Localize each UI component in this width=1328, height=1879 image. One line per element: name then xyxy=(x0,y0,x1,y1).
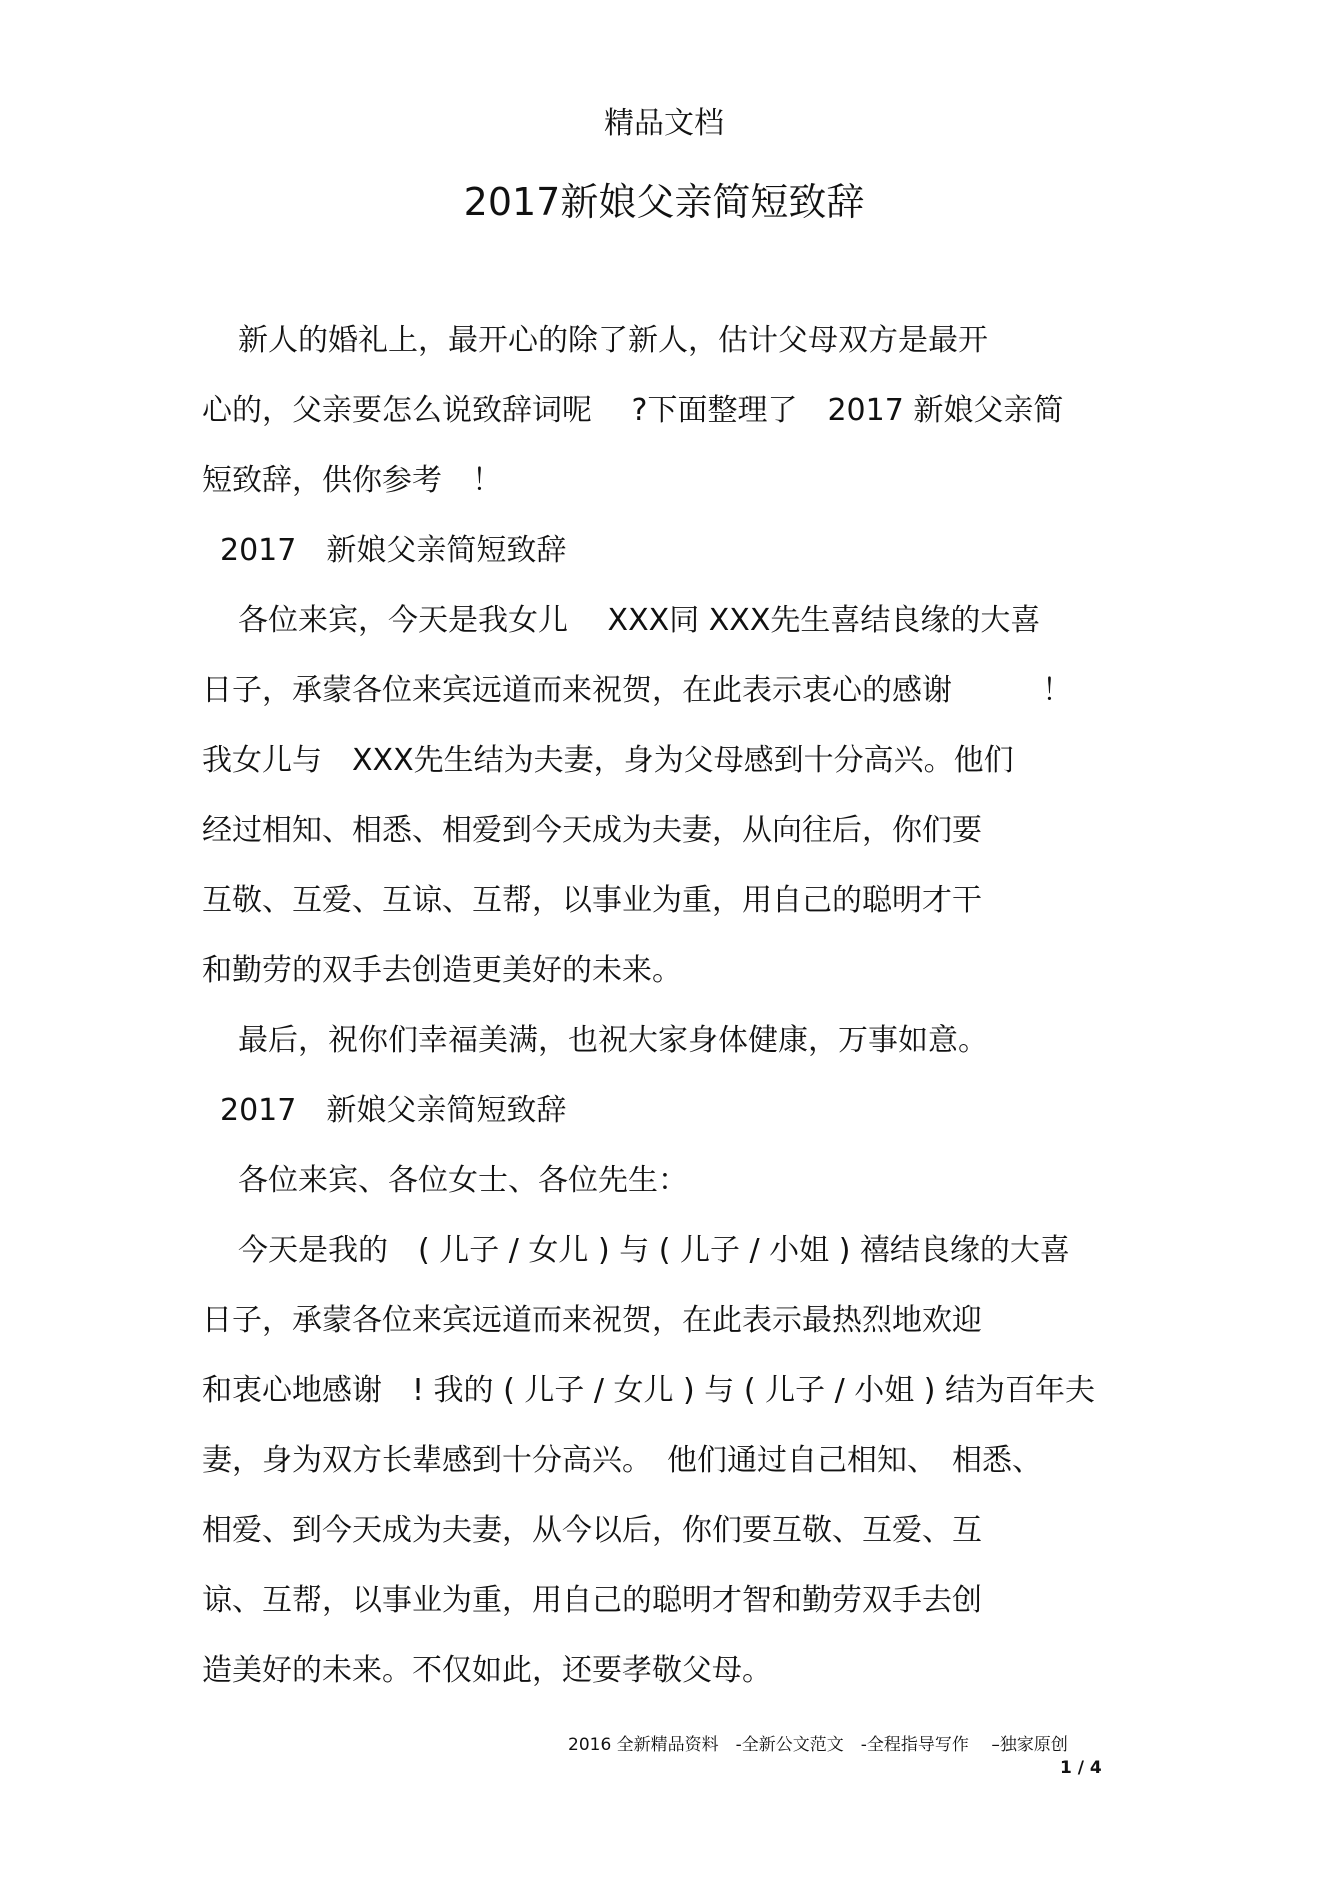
body-line: 相爱、到今天成为夫妻，从今以后，你们要互敬、互爱、互 xyxy=(202,1513,982,1548)
body-line: 新人的婚礼上，最开心的除了新人，估计父母双方是最开 xyxy=(238,323,988,358)
page-number: 1 / 4 xyxy=(1060,1758,1102,1778)
page-footer: 2016 全新精品资料 -全新公文范文 -全程指导写作 –独家原创 xyxy=(568,1735,1068,1755)
body-line: 互敬、互爱、互谅、互帮，以事业为重，用自己的聪明才干 xyxy=(202,883,982,918)
body-line: 各位来宾，今天是我女儿 XXX同 XXX先生喜结良缘的大喜 xyxy=(238,603,1041,638)
document-title: 2017新娘父亲简短致辞 xyxy=(463,180,865,224)
body-line: 今天是我的 ( 儿子 / 女儿 ) 与 ( 儿子 / 小姐 ) 禧结良缘的大喜 xyxy=(238,1233,1070,1268)
section-heading: 2017 新娘父亲简短致辞 xyxy=(220,1093,567,1128)
body-line: 心的，父亲要怎么说致辞词呢 ?下面整理了 2017 新娘父亲简 xyxy=(202,393,1064,428)
document-body xyxy=(202,312,1142,1712)
body-line: 和勤劳的双手去创造更美好的未来。 xyxy=(202,953,682,988)
body-line: 谅、互帮，以事业为重，用自己的聪明才智和勤劳双手去创 xyxy=(202,1583,982,1618)
body-line: 我女儿与 XXX先生结为夫妻，身为父母感到十分高兴。他们 xyxy=(202,743,1014,778)
page-header: 精品文档 xyxy=(604,106,724,141)
body-line: 短致辞，供你参考 ！ xyxy=(202,463,502,498)
body-line: 最后，祝你们幸福美满，也祝大家身体健康，万事如意。 xyxy=(238,1023,988,1058)
body-line: 和衷心地感谢 ! 我的 ( 儿子 / 女儿 ) 与 ( 儿子 / 小姐 ) 结为百年夫 xyxy=(202,1373,1096,1408)
body-line: 经过相知、相悉、相爱到今天成为夫妻，从向往后，你们要 xyxy=(202,813,982,848)
body-line: 各位来宾、各位女士、各位先生： xyxy=(238,1163,688,1198)
body-line: 造美好的未来。不仅如此，还要孝敬父母。 xyxy=(202,1653,772,1688)
body-line: 日子，承蒙各位来宾远道而来祝贺，在此表示最热烈地欢迎 xyxy=(202,1303,982,1338)
body-line: 妻，身为双方长辈感到十分高兴。 他们通过自己相知、 相悉、 xyxy=(202,1443,1042,1478)
section-heading: 2017 新娘父亲简短致辞 xyxy=(220,533,567,568)
body-line: 日子，承蒙各位来宾远道而来祝贺，在此表示衷心的感谢 ！ xyxy=(202,673,1072,708)
